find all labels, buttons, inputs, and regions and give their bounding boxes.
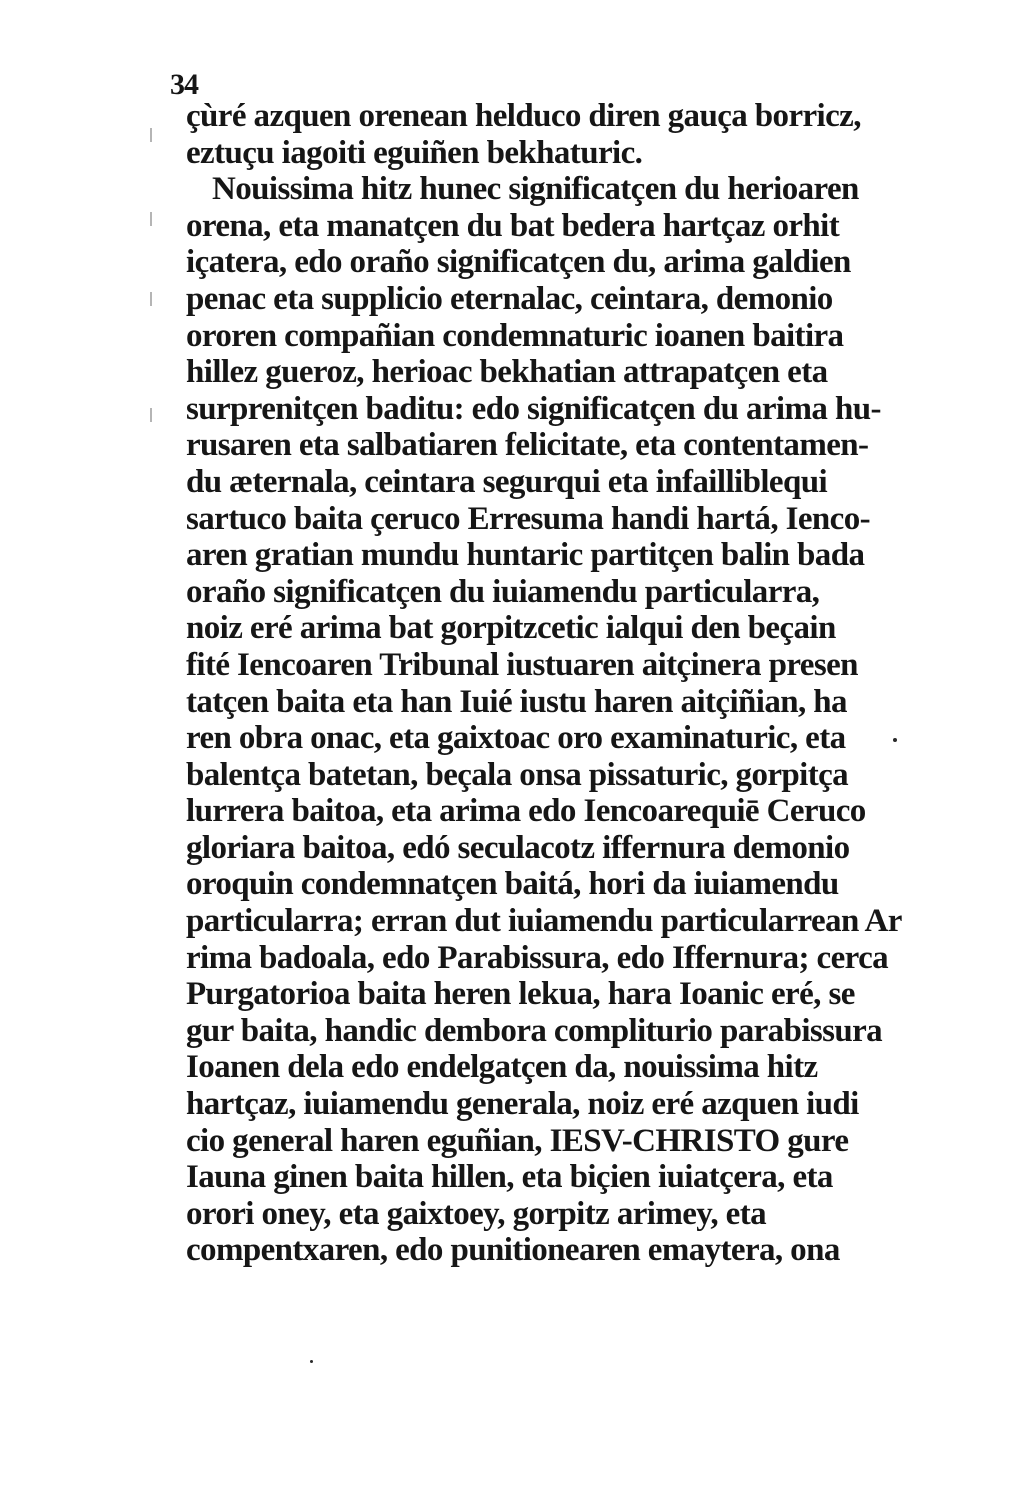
text-line: orori oney, eta gaixtoey, gorpitz arimey, eta — [186, 1195, 766, 1232]
text-line: Ioanen dela edo endelgatçen da, nouissima hitz — [186, 1049, 818, 1086]
text-line: fité Iencoaren Tribunal iustuaren aitçinera presen — [186, 646, 858, 683]
text-line: sartuco baita çeruco Erresuma handi hartá, Ienco- — [186, 500, 871, 537]
text-line: ren obra onac, eta gaixtoac oro examinaturic, eta — [186, 720, 846, 757]
text-line: içatera, edo oraño significatçen du, arima galdien — [186, 244, 851, 281]
text-line: du æternala, ceintara segurqui eta infailliblequi — [186, 463, 828, 500]
margin-mark — [150, 212, 152, 226]
text-line: Purgatorioa baita heren lekua, hara Ioanic eré, se — [186, 976, 855, 1013]
text-line: lurrera baitoa, eta arima edo Iencoarequiē Ceruco — [186, 793, 866, 830]
margin-mark — [150, 292, 152, 306]
text-line: oraño significatçen du iuiamendu particularra, — [186, 573, 820, 610]
page-number: 34 — [170, 68, 198, 101]
margin-mark — [150, 128, 152, 142]
text-line: orena, eta manatçen du bat bedera hartçaz orhit — [186, 207, 840, 244]
text-line: surprenitçen baditu: edo significatçen du arima hu- — [186, 390, 881, 427]
text-line: cio general haren eguñian, IESV-CHRISTO gure — [186, 1122, 849, 1159]
text-line: gur baita, handic dembora compliturio parabissura — [186, 1012, 883, 1049]
text-line: gloriara baitoa, edó seculacotz iffernura demonio — [186, 829, 850, 866]
text-line: penac eta supplicio eternalac, ceintara, demonio — [186, 280, 833, 317]
text-line: particularra; erran dut iuiamendu particularrean Ar — [186, 903, 902, 940]
text-line: tatçen baita eta han Iuié iustu haren aitçiñian, ha — [186, 683, 847, 720]
margin-mark — [150, 408, 152, 422]
text-line: balentça batetan, beçala onsa pissaturic, gorpitça — [186, 756, 849, 793]
text-line: rima badoala, edo Parabissura, edo Iffernura; cerca — [186, 939, 889, 976]
body-text — [186, 98, 902, 1269]
text-line: ororen compañian condemnaturic ioanen baitira — [186, 317, 844, 354]
text-line: Nouissima hitz hunec significatçen du herioaren — [212, 171, 859, 208]
text-line: rusaren eta salbatiaren felicitate, eta contentamen- — [186, 427, 869, 464]
ink-speck — [310, 1360, 313, 1363]
text-line: eztuçu iagoiti eguiñen bekhaturic. — [186, 134, 643, 171]
text-line: çùré azquen orenean helduco diren gauça borricz, — [186, 98, 861, 134]
text-line: oroquin condemnatçen baitá, hori da iuiamendu — [186, 866, 839, 903]
text-line: hillez gueroz, herioac bekhatian attrapatçen eta — [186, 354, 828, 391]
text-line: noiz eré arima bat gorpitzcetic ialqui den beçain — [186, 610, 836, 647]
text-line: aren gratian mundu huntaric partitçen balin bada — [186, 537, 865, 574]
text-line: Iauna ginen baita hillen, eta biçien iuiatçera, eta — [186, 1159, 833, 1196]
text-line: hartçaz, iuiamendu generala, noiz eré azquen iudi — [186, 1086, 859, 1123]
text-line: compentxaren, edo punitionearen emaytera, ona — [186, 1232, 840, 1269]
